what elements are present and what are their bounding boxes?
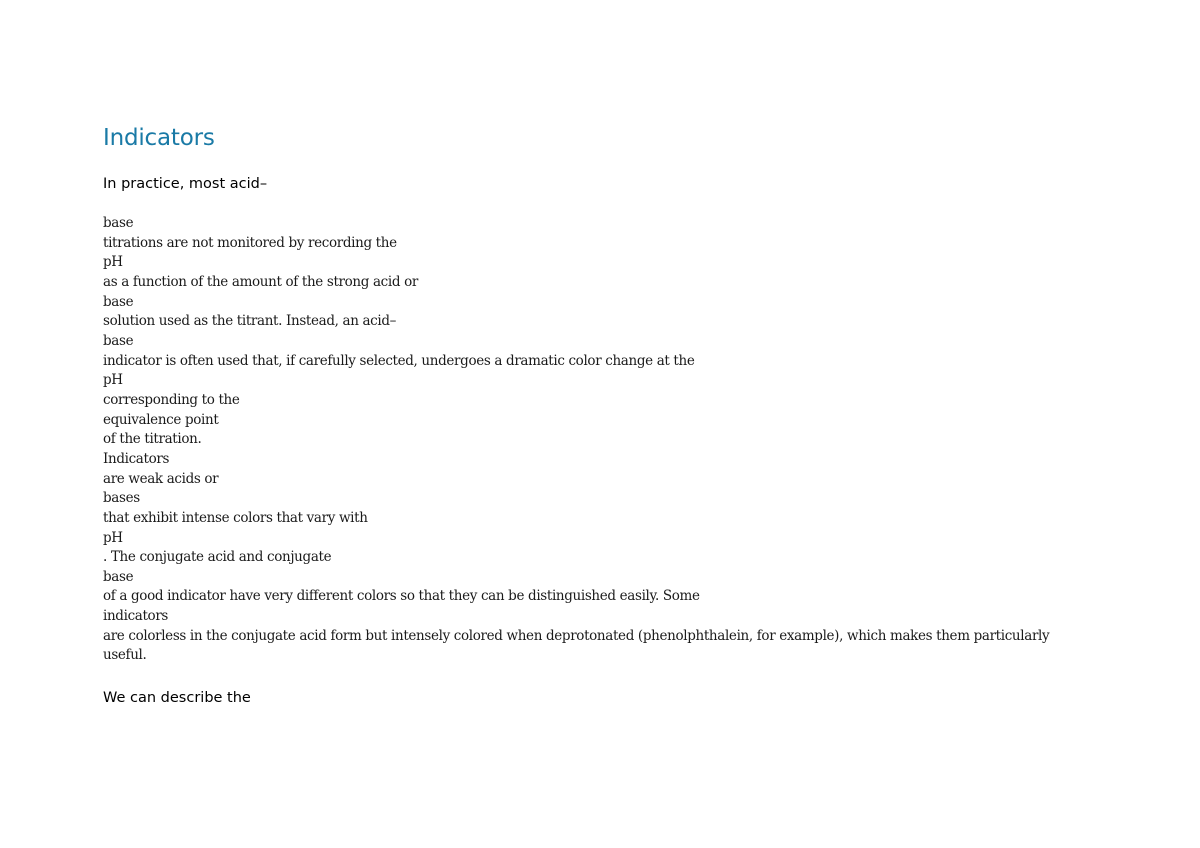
text-line: equivalence point: [103, 411, 219, 428]
text-line: are colorless in the conjugate acid form but intensely colored when deprotonated (phenolphthalein, for example), which makes them particularly: [103, 627, 1050, 644]
text-line: as a function of the amount of the strong acid or: [103, 273, 418, 290]
body-text-block: [103, 214, 1103, 666]
text-line: pH: [103, 254, 123, 271]
text-line: useful.: [103, 647, 147, 664]
text-line: indicators: [103, 608, 169, 625]
text-line: corresponding to the: [103, 391, 240, 408]
text-line: of the titration.: [103, 431, 202, 448]
text-line: Indicators: [103, 450, 170, 467]
text-line: pH: [103, 372, 123, 389]
text-line: are weak acids or: [103, 470, 219, 487]
text-line: titrations are not monitored by recording the: [103, 234, 397, 251]
section-heading: Indicators: [103, 125, 215, 151]
text-line: base: [103, 293, 134, 310]
text-line: base: [103, 568, 134, 585]
text-line: of a good indicator have very different colors so that they can be distinguished easily. Some: [103, 588, 700, 605]
text-line: bases: [103, 490, 140, 507]
text-line: . The conjugate acid and conjugate: [103, 549, 332, 566]
closing-paragraph: We can describe the: [103, 690, 251, 706]
text-line: solution used as the titrant. Instead, an acid–: [103, 313, 397, 330]
text-line: base: [103, 332, 134, 349]
text-line: that exhibit intense colors that vary with: [103, 509, 368, 526]
intro-paragraph: In practice, most acid–: [103, 176, 268, 192]
document-page: [103, 0, 1103, 848]
text-line: base: [103, 215, 134, 231]
text-line: indicator is often used that, if carefully selected, undergoes a dramatic color change at the: [103, 352, 695, 369]
text-line: pH: [103, 529, 123, 546]
